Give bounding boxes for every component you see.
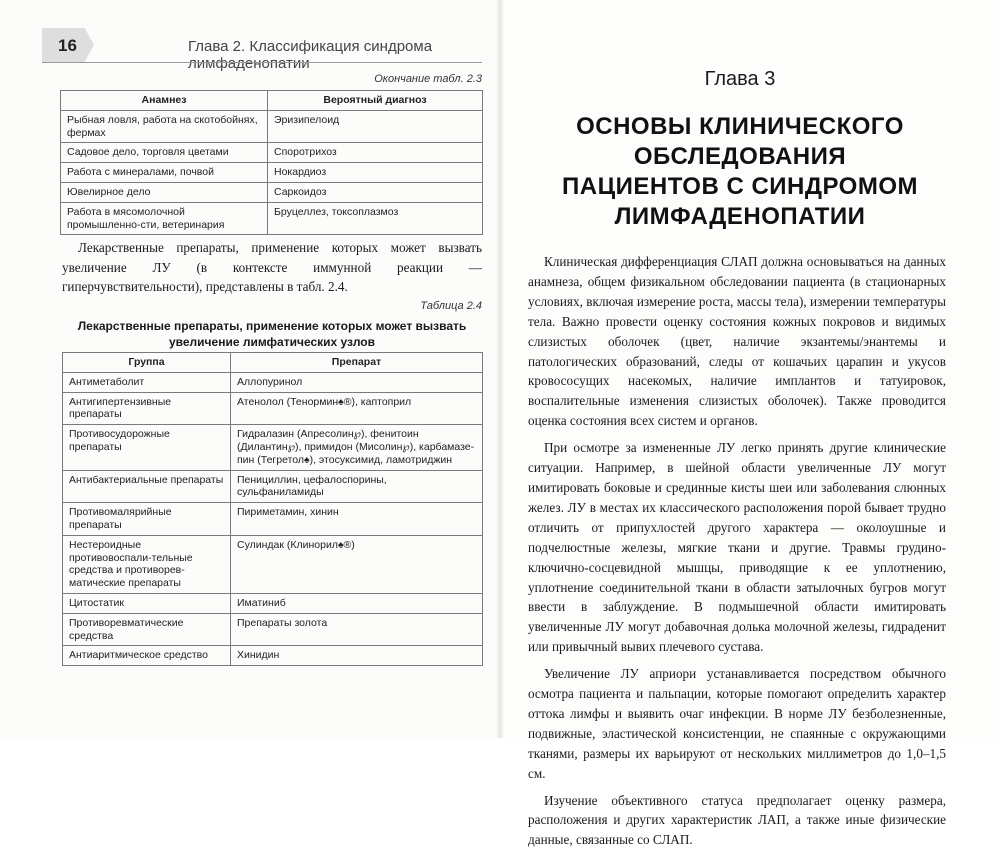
table-cell: Пенициллин, цефалоспорины, сульфаниламиды — [231, 470, 483, 503]
table-row — [61, 202, 483, 235]
chapter-title — [520, 112, 960, 232]
table-cell: Иматиниб — [231, 593, 483, 613]
table-cell: Рыбная ловля, работа на скотобойнях, фермах — [61, 110, 268, 143]
table-cell: Бруцеллез, токсоплазмоз — [268, 202, 483, 235]
table-cell: Хинидин — [231, 646, 483, 666]
table-row — [63, 646, 483, 666]
table-cell: Атенолол (Тенормин♠®), каптоприл — [231, 392, 483, 425]
left-page — [0, 0, 500, 738]
table-cell: Антибактериальные препараты — [63, 470, 231, 503]
table-cell: Споротрихоз — [268, 143, 483, 163]
table-cell: Противосудорожные препараты — [63, 425, 231, 470]
table-cell: Противомалярийные препараты — [63, 503, 231, 536]
table-row — [63, 613, 483, 646]
table-row — [61, 143, 483, 163]
table-row — [63, 372, 483, 392]
body-paragraph: Клиническая дифференциация СЛАП должна основываться на данных анамнеза, общем физикальном обследовании пациента (в стационарных условиях, включая измерение роста, массы тела), измерении температуры тела. Важно провести оценку состояния кожных покровов и видимых слизистых оболочек (цвет, наличие экзантемы/энантемы и патологических образований, следы от кошачьих царапин и укусов кровососущих насекомых, наличие имплантов и татуировок, воспалительные изменения слизистых оболочек). Также проводится оценка состояния всех систем и органов. — [528, 254, 946, 429]
book-gutter — [496, 0, 504, 738]
table-cell: Гидралазин (Апресолин℘), фенитоин (Дилантин℘), примидон (Мисолин℘), карбамазе-пин (Тегретол♠), этосуксимид, ламотриджин — [231, 425, 483, 470]
table-cell: Сулиндак (Клинорил♠®) — [231, 535, 483, 593]
table-cell: Садовое дело, торговля цветами — [61, 143, 268, 163]
table-header-row — [61, 91, 483, 111]
table-cell: Работа в мясомолочной промышленно-сти, ветеринария — [61, 202, 268, 235]
chapter-title-line: ЛИМФАДЕНОПАТИИ — [614, 203, 866, 230]
table-row — [63, 470, 483, 503]
table-row — [61, 182, 483, 202]
table-row — [63, 593, 483, 613]
column-header: Препарат — [231, 353, 483, 373]
table-cell: Аллопуринол — [231, 372, 483, 392]
table-cell: Антиметаболит — [63, 372, 231, 392]
table-2-3 — [60, 90, 483, 235]
body-paragraph: При осмотре за измененные ЛУ легко принять другие клинические ситуации. Например, в шейной области увеличенные ЛУ могут имитировать боковые и срединные кисты шеи или заболевания слюнных желез. ЛУ в местах их классического расположения порой бывает трудно отличить от припухлостей другого характера — околоушные и подчелюстные железы, мягкие ткани и другие. Травмы грудино-ключично-сосцевидной мышцы, приводящие к ее уплотнению, уплотнение соединительной ткани в области затылочных бугров могут ввести в заблуждение. В подмышечной области имитировать увеличенные ЛУ могут добавочная долька молочной железы, гидраденит или привычный вывих плечевого сустава. — [528, 440, 946, 655]
table-cell: Цитостатик — [63, 593, 231, 613]
column-header: Вероятный диагноз — [268, 91, 483, 111]
table-2-4-label: Таблица 2.4 — [420, 300, 482, 312]
table-header-row — [63, 353, 483, 373]
table-cell: Эризипелоид — [268, 110, 483, 143]
table-cell: Нестероидные противовоспали-тельные средства и противорев-матические препараты — [63, 535, 231, 593]
table-cell: Противоревматические средства — [63, 613, 231, 646]
running-head: Глава 2. Классификация синдрома лимфаденопатии — [188, 38, 433, 72]
chapter-label: Глава 3 — [704, 68, 776, 90]
page-number: 16 — [58, 36, 77, 55]
table-row — [63, 392, 483, 425]
table-row — [63, 535, 483, 593]
chapter-body — [528, 252, 946, 857]
chapter-title-line: ОСНОВЫ КЛИНИЧЕСКОГО — [576, 113, 904, 140]
table-row — [61, 110, 483, 143]
left-paragraph: Лекарственные препараты, применение которых может вызвать увеличение ЛУ (в контексте иммунной реакции — гиперчувствительности), представлены в табл. 2.4. — [62, 240, 482, 294]
table-row — [63, 425, 483, 470]
body-paragraph: Увеличение ЛУ априори устанавливается посредством обычного осмотра пациента и пальпации, которые помогают определить характер оттока лимфы и выявить очаг инфекции. В норме ЛУ безболезненные, подвижные, эластической консистенции, не спаянные с окружающими тканями, размеры их варьируют от нескольких миллиметров до 1,0–1,5 см. — [528, 666, 946, 781]
table-cell: Препараты золота — [231, 613, 483, 646]
body-paragraph: Изучение объективного статуса предполагает оценку размера, расположения и других характеристик ЛАП, а также иные физические данные, связанные со СЛАП. — [528, 792, 946, 848]
column-header: Анамнез — [61, 91, 268, 111]
table-row — [61, 163, 483, 183]
table-cell: Антигипертензивные препараты — [63, 392, 231, 425]
table-cell: Ювелирное дело — [61, 182, 268, 202]
table-cell: Антиаритмическое средство — [63, 646, 231, 666]
table-cell: Работа с минералами, почвой — [61, 163, 268, 183]
table-2-4 — [62, 352, 483, 666]
header-rule — [42, 62, 482, 63]
table-row — [63, 503, 483, 536]
chapter-title-line: ПАЦИЕНТОВ С СИНДРОМОМ — [562, 173, 918, 200]
chapter-title-line: ОБСЛЕДОВАНИЯ — [633, 143, 847, 170]
table-2-3-caption: Окончание табл. 2.3 — [374, 73, 482, 85]
column-header: Группа — [63, 353, 231, 373]
table-cell: Саркоидоз — [268, 182, 483, 202]
table-cell: Пириметамин, хинин — [231, 503, 483, 536]
table-2-4-title: Лекарственные препараты, применение которых может вызвать увеличение лимфатических узлов — [77, 319, 467, 349]
table-cell: Нокардиоз — [268, 163, 483, 183]
